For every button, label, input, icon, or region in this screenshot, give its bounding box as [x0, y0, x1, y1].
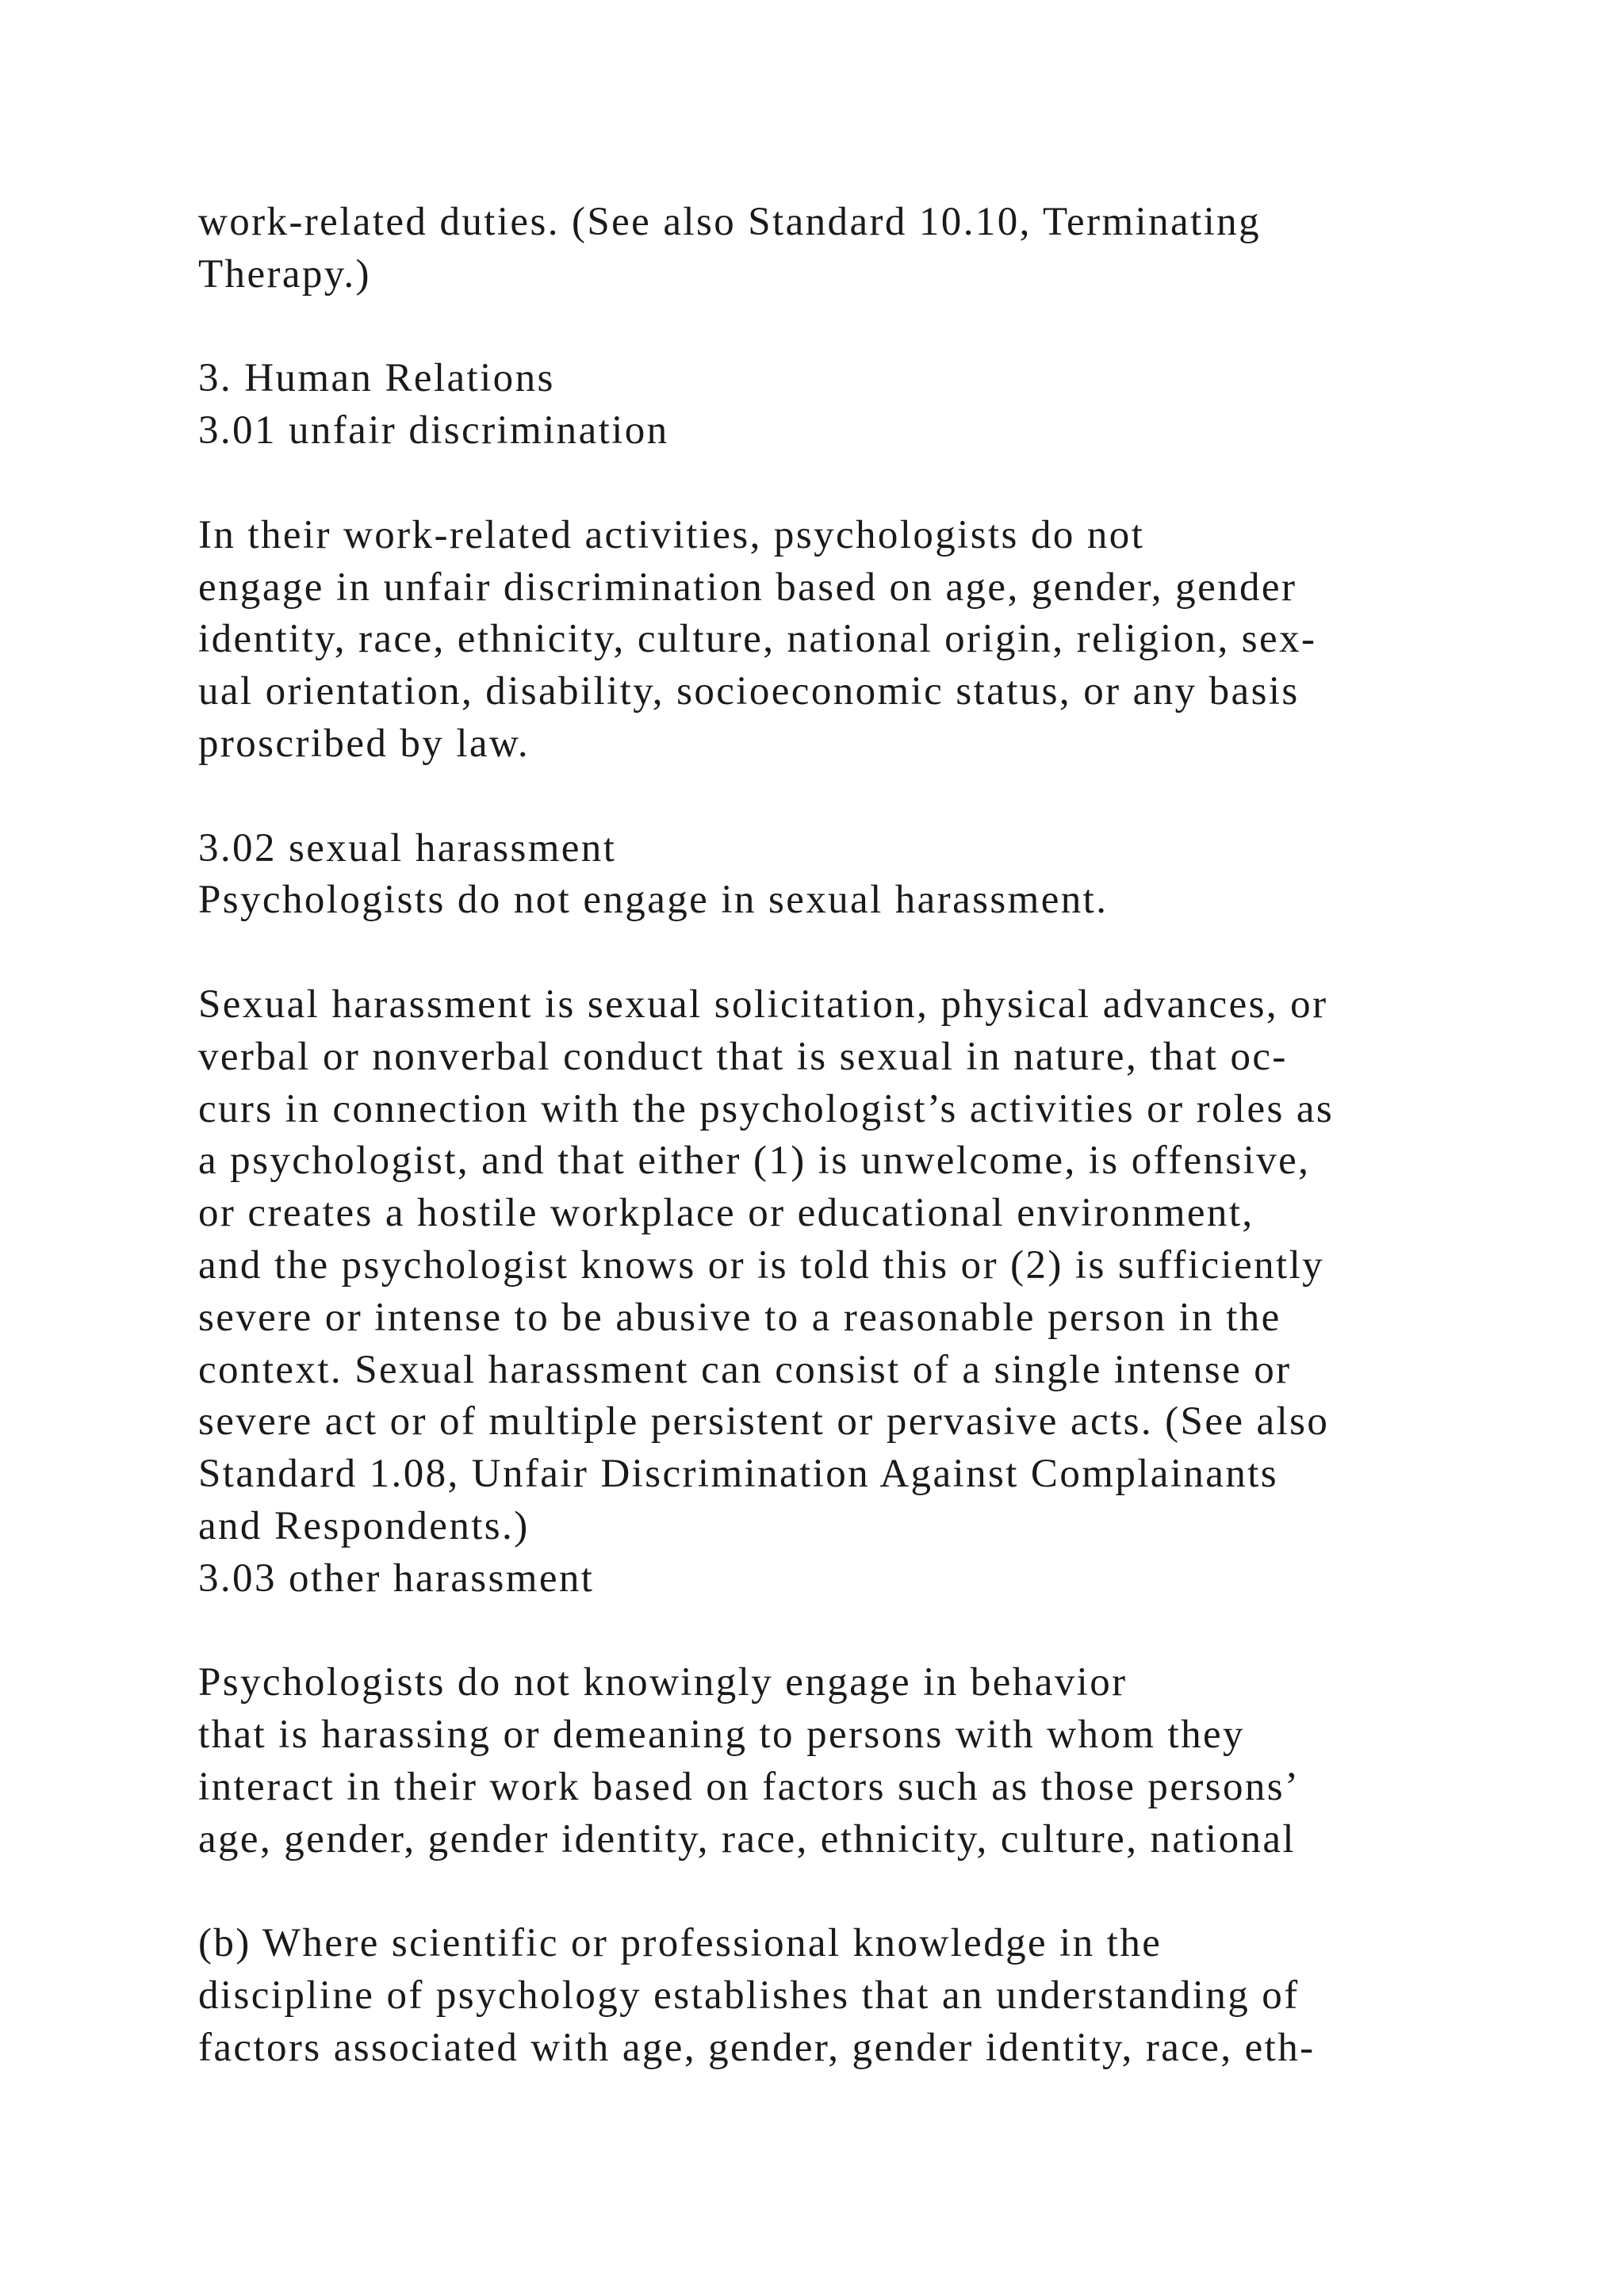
- paragraph-gap: [198, 927, 1467, 979]
- text-line: that is harassing or demeaning to persons with whom they: [198, 1712, 1245, 1758]
- text-line: or creates a hostile workplace or educational environment,: [198, 1191, 1254, 1236]
- text-line: work-related duties. (See also Standard 10.10, Terminating: [198, 200, 1261, 244]
- text-line: discipline of psychology establishes that an understanding of: [198, 1973, 1300, 2019]
- text-line: severe or intense to be abusive to a reasonable person in the: [198, 1295, 1281, 1340]
- paragraph-continuation: [198, 197, 1467, 301]
- text-line: and the psychologist knows or is told this or (2) is sufficiently: [198, 1242, 1325, 1288]
- sexual-harassment-heading: [198, 823, 1467, 928]
- text-line: context. Sexual harassment can consist of a single intense or: [198, 1347, 1292, 1392]
- text-line: In their work-related activities, psychologists do not: [198, 512, 1145, 557]
- paragraph-gap: [198, 1605, 1467, 1658]
- text-line: proscribed by law.: [198, 721, 530, 766]
- text-line: Sexual harassment is sexual solicitation, physical advances, or: [198, 982, 1328, 1027]
- standard-heading: 3.02 sexual harassment: [198, 825, 617, 871]
- text-line: verbal or nonverbal conduct that is sexual in nature, that oc-: [198, 1034, 1288, 1079]
- paragraph-gap: [198, 457, 1467, 510]
- text-line: age, gender, gender identity, race, ethnicity, culture, national: [198, 1816, 1296, 1862]
- text-line: Therapy.): [198, 251, 371, 297]
- text-line: factors associated with age, gender, gender identity, race, eth-: [198, 2025, 1316, 2070]
- paragraph-unfair-discrimination: [198, 510, 1467, 771]
- text-line: severe act or of multiple persistent or pervasive acts. (See also: [198, 1399, 1330, 1445]
- document-text: [198, 197, 1467, 2075]
- paragraph-sexual-harassment: [198, 979, 1467, 1605]
- text-line: Psychologists do not knowingly engage in behavior: [198, 1660, 1128, 1705]
- section-heading: [198, 353, 1467, 457]
- standard-heading: 3.01 unfair discrimination: [198, 408, 669, 453]
- text-line: engage in unfair discrimination based on age, gender, gender: [198, 564, 1297, 610]
- text-line: Psychologists do not engage in sexual harassment.: [198, 878, 1109, 923]
- standard-heading: 3.03 other harassment: [198, 1556, 595, 1601]
- text-line: Standard 1.08, Unfair Discrimination Against Complainants: [198, 1452, 1279, 1497]
- section-title: 3. Human Relations: [198, 356, 555, 401]
- text-line: identity, race, ethnicity, culture, national origin, religion, sex-: [198, 617, 1317, 662]
- paragraph-other-harassment: [198, 1657, 1467, 1866]
- paragraph-gap: [198, 301, 1467, 354]
- paragraph-gap: [198, 771, 1467, 823]
- text-line: and Respondents.): [198, 1503, 530, 1548]
- text-line: ual orientation, disability, socioeconomic status, or any basis: [198, 669, 1300, 714]
- text-line: interact in their work based on factors such as those persons’: [198, 1764, 1300, 1809]
- text-line: curs in connection with the psychologist’s activities or roles as: [198, 1086, 1335, 1131]
- paragraph-gap: [198, 1866, 1467, 1919]
- text-line: (b) Where scientific or professional knowledge in the: [198, 1921, 1162, 1966]
- paragraph-b: [198, 1918, 1467, 2074]
- text-line: a psychologist, and that either (1) is unwelcome, is offensive,: [198, 1138, 1311, 1184]
